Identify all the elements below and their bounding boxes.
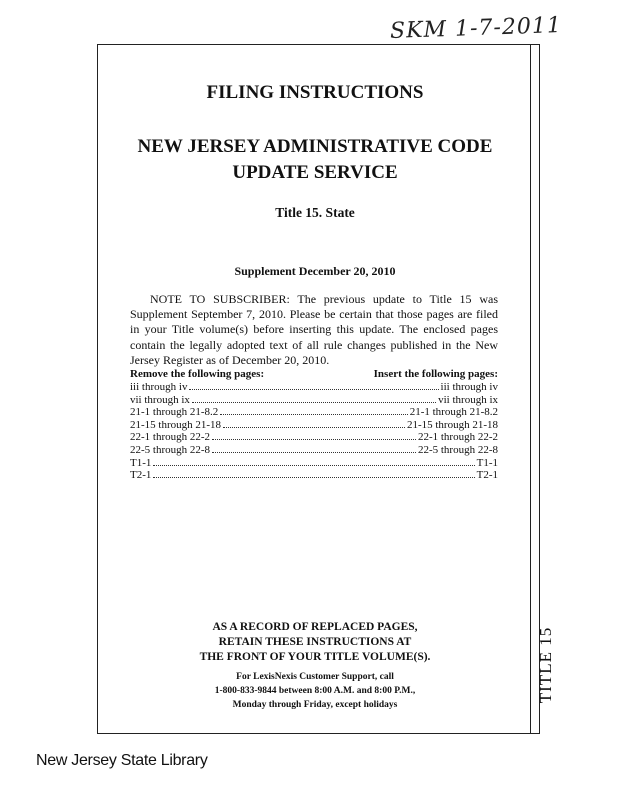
- leader-dots: [212, 444, 416, 453]
- code-title-line2: UPDATE SERVICE: [232, 162, 398, 183]
- customer-support: [100, 670, 530, 712]
- table-row: [130, 381, 498, 394]
- remove-cell: vii through ix: [130, 393, 190, 406]
- retain-line-2: RETAIN THESE INSTRUCTIONS AT: [218, 636, 412, 648]
- leader-dots: [189, 381, 438, 390]
- support-line-2: 1-800-833-9844 between 8:00 A.M. and 8:00 P.M.,: [214, 686, 416, 696]
- insert-cell: 22-5 through 22-8: [417, 443, 498, 456]
- table-row: [130, 457, 498, 470]
- table-row: [130, 419, 498, 432]
- supplement-date: Supplement December 20, 2010: [234, 264, 396, 278]
- remove-cell: T1-1: [130, 456, 152, 469]
- table-row: [130, 394, 498, 407]
- table-row: [130, 444, 498, 457]
- table-row: [130, 431, 498, 444]
- page-replacement-table: [130, 368, 498, 482]
- leader-dots: [212, 431, 416, 440]
- title-number: Title 15. State: [275, 205, 355, 220]
- table-row: [130, 469, 498, 482]
- code-title: [100, 134, 530, 186]
- page-title: FILING INSTRUCTIONS: [206, 82, 424, 103]
- insert-cell: T2-1: [476, 469, 498, 482]
- leader-dots: [223, 419, 405, 428]
- remove-cell: 21-1 through 21-8.2: [130, 406, 219, 419]
- leader-dots: [153, 469, 474, 478]
- remove-cell: 22-5 through 22-8: [130, 443, 211, 456]
- leader-dots: [220, 406, 407, 415]
- leader-dots: [192, 394, 436, 403]
- remove-cell: iii through iv: [130, 381, 188, 393]
- remove-header: Remove the following pages:: [130, 368, 265, 380]
- insert-cell: iii through iv: [440, 381, 498, 393]
- remove-cell: 22-1 through 22-2: [130, 431, 211, 444]
- retain-instructions: [100, 620, 530, 665]
- support-line-1: For LexisNexis Customer Support, call: [236, 672, 394, 682]
- leader-dots: [153, 457, 474, 466]
- support-line-3: Monday through Friday, except holidays: [232, 700, 398, 710]
- retain-line-3: THE FRONT OF YOUR TITLE VOLUME(S).: [199, 651, 431, 663]
- remove-cell: T2-1: [130, 469, 152, 482]
- retain-line-1: AS A RECORD OF REPLACED PAGES,: [212, 621, 418, 633]
- handwritten-annotation: SKM 1-7-2011: [389, 13, 563, 44]
- tab-label: TITLE 15: [536, 626, 555, 704]
- remove-cell: 21-15 through 21-18: [130, 418, 222, 431]
- table-header: [130, 368, 498, 381]
- insert-cell: 22-1 through 22-2: [417, 431, 498, 444]
- insert-cell: vii through ix: [438, 393, 498, 406]
- insert-cell: 21-1 through 21-8.2: [409, 406, 498, 419]
- library-footer: New Jersey State Library: [36, 752, 208, 769]
- code-title-line1: NEW JERSEY ADMINISTRATIVE CODE: [137, 136, 493, 157]
- subscriber-note: NOTE TO SUBSCRIBER: The previous update to Title 15 was Supplement September 7, 2010. Please be certain that those pages are filed in your Title volume(s) before inserting this update. The enclosed pages contain the legally adopted text of all rule changes published in the New Jersey Register as of December 20, 2010.: [130, 292, 498, 367]
- insert-header: Insert the following pages:: [373, 368, 498, 380]
- insert-cell: T1-1: [476, 456, 498, 469]
- insert-cell: 21-15 through 21-18: [406, 418, 498, 431]
- table-row: [130, 406, 498, 419]
